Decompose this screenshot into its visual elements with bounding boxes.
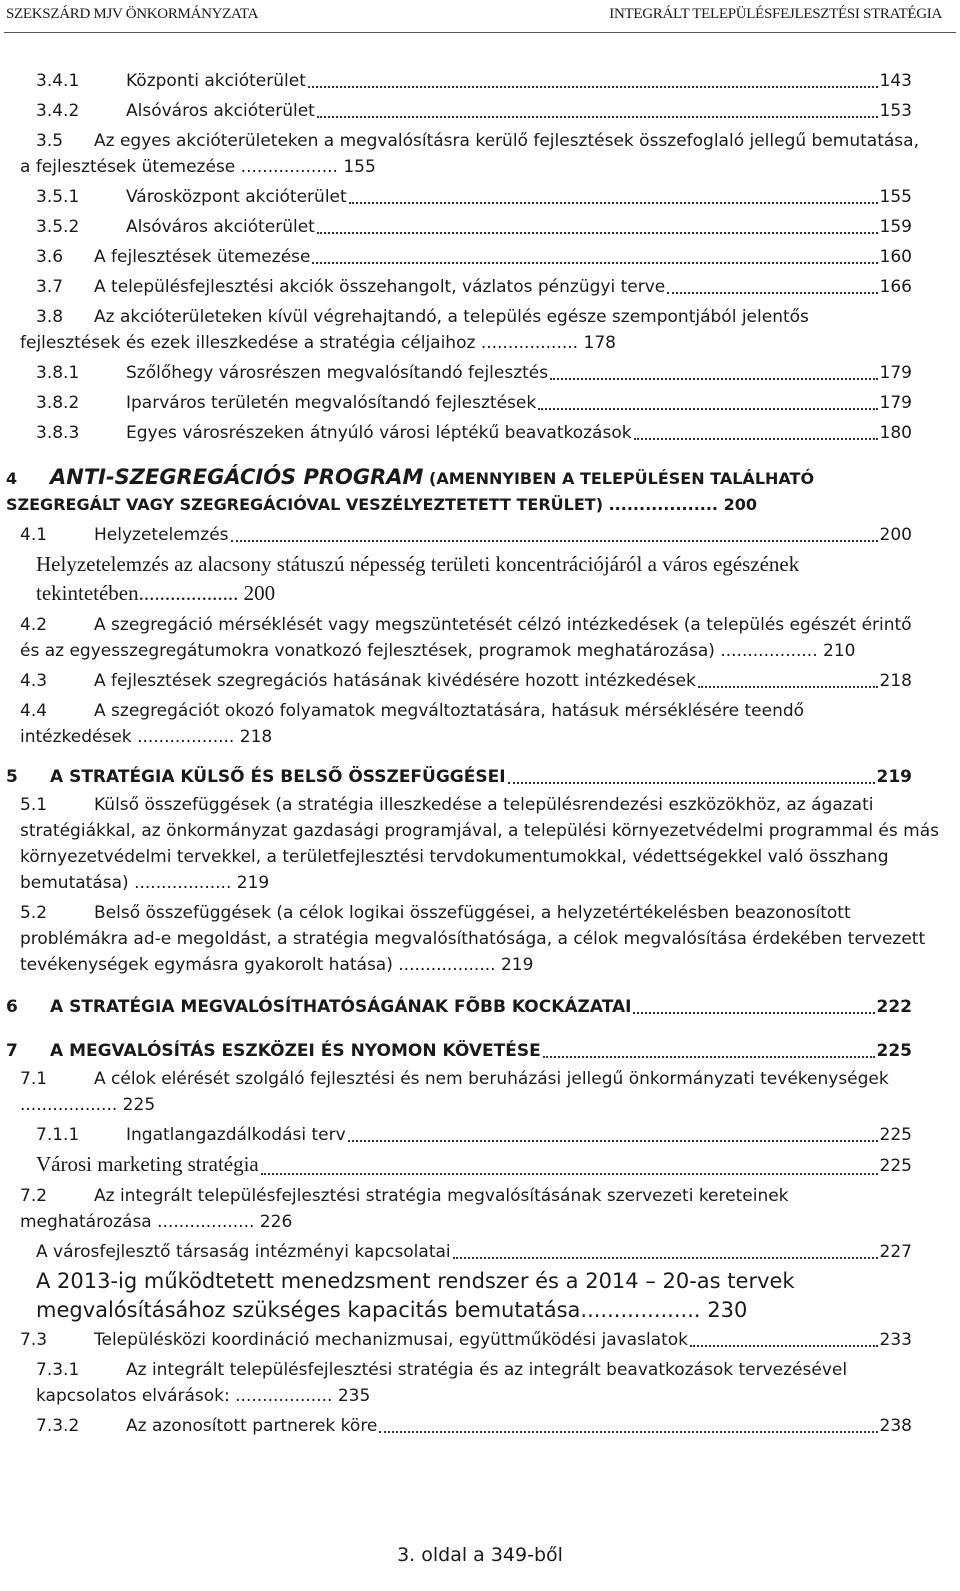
toc-title: Szőlőhegy városrészen megvalósítandó fejlesztés bbox=[126, 363, 549, 383]
toc-title: Központi akcióterület bbox=[126, 71, 306, 91]
toc-entry[interactable] bbox=[36, 1239, 960, 1265]
toc-page: 166 bbox=[879, 277, 912, 297]
toc-page: 179 bbox=[879, 363, 912, 383]
toc-entry[interactable] bbox=[20, 792, 960, 896]
toc-entry[interactable] bbox=[36, 214, 960, 240]
toc-title: A STRATÉGIA MEGVALÓSÍTHATÓSÁGÁNAK FÕBB KOCKÁZATAI bbox=[50, 997, 632, 1017]
toc-page: 178 bbox=[578, 333, 616, 353]
toc-entry-chapter[interactable] bbox=[6, 994, 960, 1020]
toc-leader: .................. bbox=[608, 495, 718, 514]
toc-entry[interactable] bbox=[20, 668, 960, 694]
toc-title: A célok elérését szolgáló fejlesztési és nem beruházási jellegű önkormányzati tevékenységek bbox=[94, 1069, 889, 1089]
toc-number: 3.6 bbox=[36, 247, 64, 267]
toc-page: 219 bbox=[231, 873, 270, 893]
toc-leader: .................. bbox=[134, 873, 232, 893]
toc-page: 235 bbox=[332, 1386, 371, 1406]
header-left-title: SZEKSZÁRD MJV ÖNKORMÁNYZATA bbox=[6, 6, 259, 22]
toc-number: 3.5.2 bbox=[36, 217, 80, 237]
toc-entry[interactable] bbox=[20, 612, 960, 664]
toc-page: 230 bbox=[700, 1298, 748, 1322]
toc-entry[interactable] bbox=[36, 274, 960, 300]
toc-entry[interactable] bbox=[36, 244, 960, 270]
toc-entry[interactable] bbox=[36, 360, 960, 386]
toc-number: 7.3.1 bbox=[36, 1360, 80, 1380]
toc-page: 225 bbox=[879, 1156, 912, 1176]
toc-title: A 2013-ig működtetett menedzsment rendszer és a 2014 – 20-as tervek megvalósításához szükséges kapacitás bemutatása bbox=[36, 1269, 795, 1322]
toc-title: Alsóváros akcióterület bbox=[126, 217, 315, 237]
toc-title: Az akcióterületeken kívül végrehajtandó, a település egésze szempontjából jelentős fejlesztések és ezek illeszkedése a stratégia céljaihoz bbox=[20, 307, 809, 353]
toc-page: 222 bbox=[876, 997, 912, 1017]
toc-page: 153 bbox=[879, 101, 912, 121]
toc-page: 155 bbox=[337, 157, 376, 177]
toc-entry[interactable] bbox=[36, 68, 960, 94]
toc-entry-chapter[interactable] bbox=[6, 464, 960, 518]
toc-number: 3.5 bbox=[36, 131, 64, 151]
toc-entry[interactable] bbox=[20, 1183, 960, 1235]
toc-title: Belső összefüggések (a célok logikai összefüggései, a helyzetértékelésben beazonosított problémákra ad-e megoldást, a stratégia megvalósíthatósága, a célok megvalósítása érdekében tervezett tevékenységek egymásra gyakorolt hatása) bbox=[20, 903, 926, 975]
toc-page: 210 bbox=[817, 641, 856, 661]
toc-title: A szegregációt okozó folyamatok megváltoztatására, hatásuk mérséklésére teendő intézkedések bbox=[20, 701, 805, 747]
toc-entry[interactable] bbox=[36, 420, 960, 446]
toc-title: (AMENNYIBEN A TELEPÜLÉSEN TALÁLHATÓ SZEGREGÁLT VAGY SZEGREGÁCIÓVAL VESZÉLYEZTETETT TERÜLET) bbox=[6, 469, 815, 514]
toc-number: 3.4.1 bbox=[36, 71, 80, 91]
toc-entry[interactable] bbox=[36, 1150, 960, 1181]
toc-entry[interactable] bbox=[36, 1267, 960, 1325]
toc-page: 226 bbox=[254, 1212, 293, 1232]
toc-leader: .................. bbox=[398, 955, 496, 975]
toc-entry[interactable] bbox=[20, 1327, 960, 1353]
toc-page: 200 bbox=[718, 495, 757, 514]
toc-page: 238 bbox=[879, 1416, 912, 1436]
toc-leader: .................. bbox=[480, 333, 579, 353]
toc-number: 5.1 bbox=[20, 795, 48, 815]
toc-number: 7.3 bbox=[20, 1330, 48, 1350]
toc-leader: .................. bbox=[235, 1386, 333, 1406]
toc-number: 7.1.1 bbox=[36, 1125, 80, 1145]
header-right-title: INTEGRÁLT TELEPÜLÉSFEJLESZTÉSI STRATÉGIA bbox=[609, 6, 942, 22]
toc-number: 3.8.1 bbox=[36, 363, 80, 383]
toc-title: Alsóváros akcióterület bbox=[126, 101, 315, 121]
toc-page: 227 bbox=[879, 1242, 912, 1262]
toc-entry[interactable] bbox=[36, 1357, 960, 1409]
toc-title: Iparváros területén megvalósítandó fejlesztések bbox=[126, 393, 537, 413]
toc-title: A városfejlesztő társaság intézményi kapcsolatai bbox=[36, 1242, 451, 1262]
toc-leader: .................. bbox=[157, 1212, 255, 1232]
toc-number: 7.2 bbox=[20, 1186, 48, 1206]
toc-title: Az azonosított partnerek köre bbox=[126, 1416, 378, 1436]
header-rule bbox=[4, 32, 956, 33]
toc-number: 7.3.2 bbox=[36, 1416, 80, 1436]
toc-entry[interactable] bbox=[20, 900, 960, 978]
toc-number: 7 bbox=[6, 1041, 18, 1061]
toc-entry[interactable] bbox=[36, 98, 960, 124]
toc-entry[interactable] bbox=[20, 698, 960, 750]
toc-leader: .................. bbox=[143, 581, 239, 605]
toc-page: 233 bbox=[879, 1330, 912, 1350]
toc-title: A településfejlesztési akciók összehangolt, vázlatos pénzügyi terve bbox=[94, 277, 666, 297]
toc-title: Városi marketing stratégia bbox=[36, 1152, 259, 1176]
toc-page: 219 bbox=[495, 955, 534, 975]
toc-number: 3.8.3 bbox=[36, 423, 80, 443]
toc-number: 7.1 bbox=[20, 1069, 48, 1089]
toc-title: A STRATÉGIA KÜLSŐ ÉS BELSŐ ÖSSZEFÜGGÉSEI bbox=[50, 767, 506, 787]
toc-page: 200 bbox=[879, 525, 912, 545]
toc-number: 3.7 bbox=[36, 277, 64, 297]
toc-page: 225 bbox=[117, 1095, 156, 1115]
toc-title: Városközpont akcióterület bbox=[126, 187, 347, 207]
toc-number: 4.4 bbox=[20, 701, 48, 721]
table-of-contents bbox=[0, 68, 960, 1439]
toc-title: A fejlesztések ütemezése bbox=[94, 247, 311, 267]
toc-page: 159 bbox=[879, 217, 912, 237]
toc-leader: .................. bbox=[580, 1298, 701, 1322]
toc-title: Az egyes akcióterületeken a megvalósításra kerülő fejlesztések összefoglaló jellegű bemutatása, a fejlesztések ütemezése bbox=[20, 131, 919, 177]
toc-number: 4.2 bbox=[20, 615, 48, 635]
toc-title: A szegregáció mérséklését vagy megszüntetését célzó intézkedések (a település egészét érintő és az egyesszegregátumokra vonatkozó fejlesztések, programok meghatározása) bbox=[20, 615, 912, 661]
toc-page: 218 bbox=[234, 727, 273, 747]
toc-leader: .................. bbox=[240, 157, 338, 177]
toc-entry[interactable] bbox=[36, 1413, 960, 1439]
toc-number: 4 bbox=[6, 469, 18, 488]
toc-title: Helyzetelemzés bbox=[94, 525, 229, 545]
toc-entry[interactable] bbox=[36, 550, 960, 608]
toc-title: Az integrált településfejlesztési stratégia és az integrált beavatkozások tervezésével kapcsolatos elvárások: bbox=[36, 1360, 848, 1406]
toc-entry-chapter[interactable] bbox=[6, 764, 960, 790]
page-footer: 3. oldal a 349-ből bbox=[397, 1544, 563, 1566]
toc-number: 3.8.2 bbox=[36, 393, 80, 413]
page-header bbox=[0, 0, 960, 34]
toc-title-main: ANTI-SZEGREGÁCIÓS PROGRAM bbox=[50, 465, 424, 489]
toc-page: 218 bbox=[879, 671, 912, 691]
toc-title: Az integrált településfejlesztési stratégia megvalósításának szervezeti kereteinek meghatározása bbox=[20, 1186, 789, 1232]
toc-page: 143 bbox=[879, 71, 912, 91]
toc-entry[interactable] bbox=[20, 522, 960, 548]
toc-title: Külső összefüggések (a stratégia illeszkedése a településrendezési eszközökhöz, az ágazati stratégiákkal, az önkormányzat gazdasági programjával, a települési környezetvédelmi programmal és más környezetvédelmi tervekkel, a területfejlesztési tervdokumentumokkal, védettségekkel való összhang bemutatása) bbox=[20, 795, 939, 893]
toc-title: Településközi koordináció mechanizmusai, együttműködési javaslatok bbox=[94, 1330, 689, 1350]
toc-page: 219 bbox=[876, 767, 912, 787]
toc-number: 3.4.2 bbox=[36, 101, 80, 121]
toc-number: 6 bbox=[6, 997, 18, 1017]
toc-title: Egyes városrészeken átnyúló városi léptékű beavatkozások bbox=[126, 423, 632, 443]
toc-number: 5 bbox=[6, 767, 18, 787]
toc-entry[interactable] bbox=[36, 184, 960, 210]
toc-page: 179 bbox=[879, 393, 912, 413]
toc-entry[interactable] bbox=[36, 390, 960, 416]
toc-page: 225 bbox=[879, 1125, 912, 1145]
toc-page: 155 bbox=[879, 187, 912, 207]
toc-entry[interactable] bbox=[20, 1066, 960, 1118]
toc-title: A MEGVALÓSÍTÁS ESZKÖZEI ÉS NYOMON KÖVETÉSE bbox=[50, 1041, 541, 1061]
toc-number: 3.5.1 bbox=[36, 187, 80, 207]
toc-entry[interactable] bbox=[20, 128, 960, 180]
toc-title: Ingatlangazdálkodási terv bbox=[126, 1125, 346, 1145]
toc-entry[interactable] bbox=[20, 304, 960, 356]
toc-leader: .................. bbox=[20, 1095, 118, 1115]
toc-number: 3.8 bbox=[36, 307, 64, 327]
toc-number: 4.1 bbox=[20, 525, 48, 545]
toc-entry[interactable] bbox=[36, 1122, 960, 1148]
toc-title: A fejlesztések szegregációs hatásának kivédésére hozott intézkedések bbox=[94, 671, 696, 691]
toc-page: 160 bbox=[879, 247, 912, 267]
toc-leader: .................. bbox=[720, 641, 818, 661]
toc-title: Helyzetelemzés az alacsony státuszú népesség területi koncentrációjáról a város egészének tekintetében. bbox=[36, 552, 800, 605]
toc-page: 225 bbox=[876, 1041, 912, 1061]
toc-number: 4.3 bbox=[20, 671, 48, 691]
toc-leader: .................. bbox=[137, 727, 235, 747]
toc-entry-chapter[interactable] bbox=[6, 1038, 960, 1064]
toc-page: 180 bbox=[879, 423, 912, 443]
toc-page: 200 bbox=[238, 581, 276, 605]
toc-number: 5.2 bbox=[20, 903, 48, 923]
